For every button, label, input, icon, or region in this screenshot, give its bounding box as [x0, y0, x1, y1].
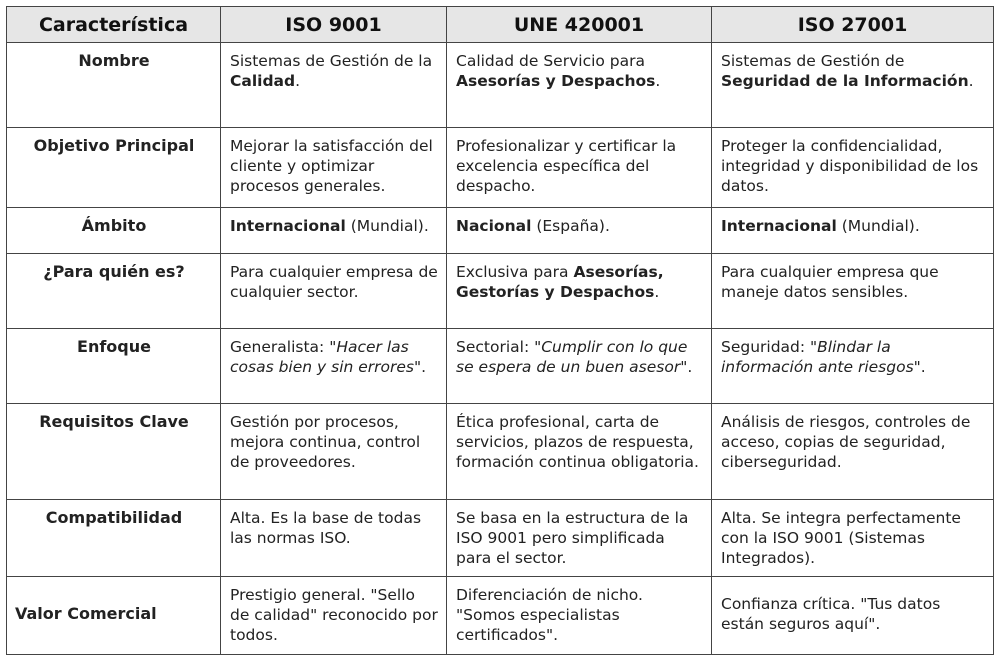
table-row: [7, 329, 994, 404]
row-label: ¿Para quién es?: [7, 254, 221, 329]
table-cell: Generalista: "Hacer las cosas bien y sin errores".: [221, 329, 447, 404]
table-row: [7, 43, 994, 128]
comparison-table: [6, 6, 994, 655]
header-iso-27001: ISO 27001: [712, 7, 994, 43]
table-cell: Alta. Se integra perfectamente con la ISO 9001 (Sistemas Integrados).: [712, 500, 994, 577]
table-cell: Seguridad: "Blindar la información ante riesgos".: [712, 329, 994, 404]
table-cell: Ética profesional, carta de servicios, plazos de respuesta, formación continua obligatoria.: [447, 404, 712, 500]
table-cell: Diferenciación de nicho. "Somos especialistas certificados".: [447, 577, 712, 655]
table-cell: Para cualquier empresa que maneje datos sensibles.: [712, 254, 994, 329]
table-row: [7, 254, 994, 329]
table-cell: Se basa en la estructura de la ISO 9001 pero simplificada para el sector.: [447, 500, 712, 577]
table-cell: Proteger la confidencialidad, integridad y disponibilidad de los datos.: [712, 128, 994, 208]
table-row: [7, 404, 994, 500]
table-row: [7, 577, 994, 655]
table-cell: Alta. Es la base de todas las normas ISO.: [221, 500, 447, 577]
table-row: [7, 128, 994, 208]
table-cell: Confianza crítica. "Tus datos están seguros aquí".: [712, 577, 994, 655]
row-label: Enfoque: [7, 329, 221, 404]
row-label: Valor Comercial: [7, 577, 221, 655]
row-label: Objetivo Principal: [7, 128, 221, 208]
table-cell: Sistemas de Gestión de la Calidad.: [221, 43, 447, 128]
table-cell: Internacional (Mundial).: [712, 208, 994, 254]
table-cell: Calidad de Servicio para Asesorías y Despachos.: [447, 43, 712, 128]
header-iso-9001: ISO 9001: [221, 7, 447, 43]
row-label: Ámbito: [7, 208, 221, 254]
table-cell: Internacional (Mundial).: [221, 208, 447, 254]
table-cell: Prestigio general. "Sello de calidad" reconocido por todos.: [221, 577, 447, 655]
table-row: [7, 208, 994, 254]
header-une-420001: UNE 420001: [447, 7, 712, 43]
row-label: Requisitos Clave: [7, 404, 221, 500]
header-row: [7, 7, 994, 43]
table-cell: Análisis de riesgos, controles de acceso, copias de seguridad, ciberseguridad.: [712, 404, 994, 500]
header-caracteristica: Característica: [7, 7, 221, 43]
row-label: Nombre: [7, 43, 221, 128]
table-cell: Exclusiva para Asesorías, Gestorías y Despachos.: [447, 254, 712, 329]
table-cell: Profesionalizar y certificar la excelencia específica del despacho.: [447, 128, 712, 208]
table-cell: Para cualquier empresa de cualquier sector.: [221, 254, 447, 329]
row-label: Compatibilidad: [7, 500, 221, 577]
table-cell: Sectorial: "Cumplir con lo que se espera de un buen asesor".: [447, 329, 712, 404]
table-row: [7, 500, 994, 577]
table-cell: Nacional (España).: [447, 208, 712, 254]
table-cell: Sistemas de Gestión de Seguridad de la Información.: [712, 43, 994, 128]
table-cell: Gestión por procesos, mejora continua, control de proveedores.: [221, 404, 447, 500]
table-cell: Mejorar la satisfacción del cliente y optimizar procesos generales.: [221, 128, 447, 208]
